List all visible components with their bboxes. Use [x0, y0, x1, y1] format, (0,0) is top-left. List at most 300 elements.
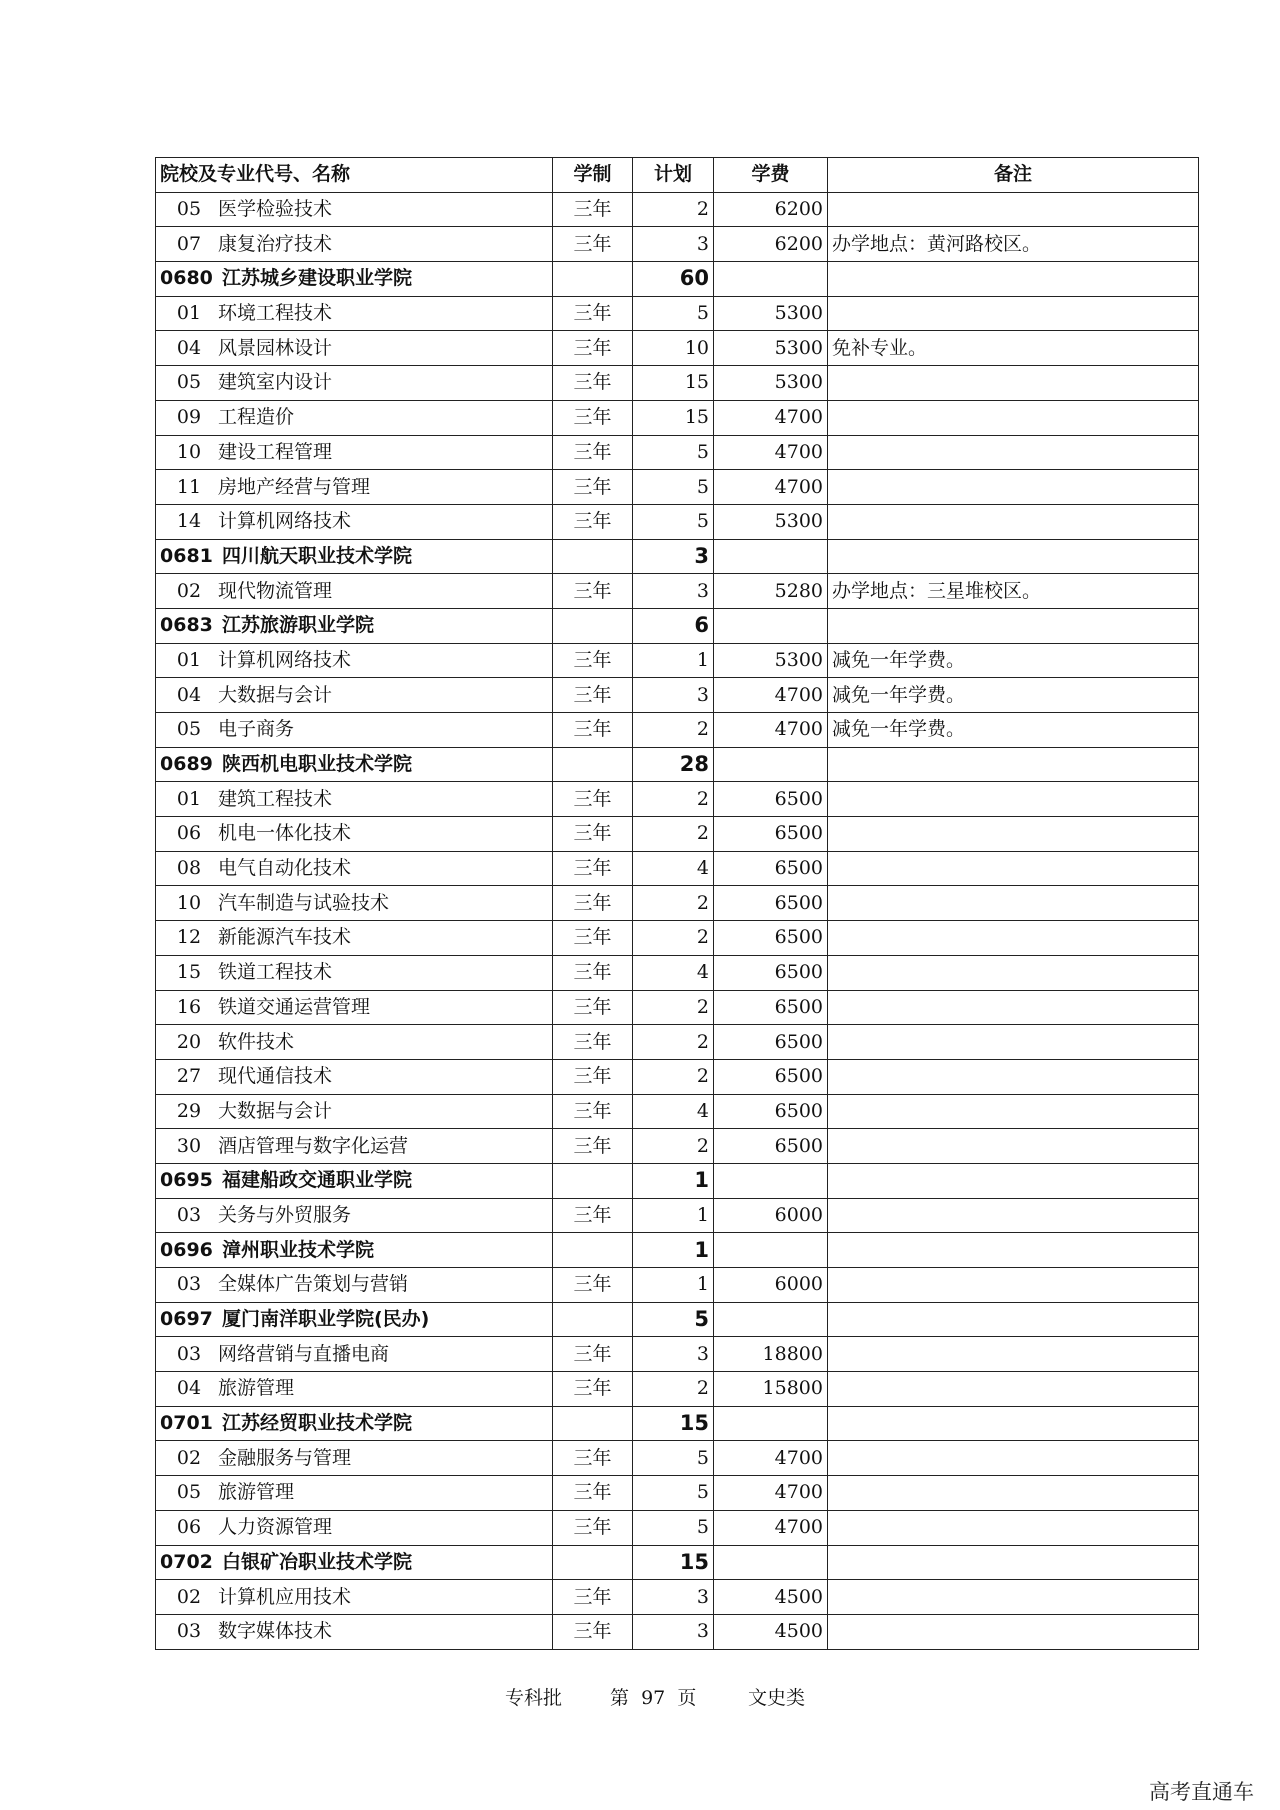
plan-cell: 1	[633, 1163, 714, 1198]
note-cell	[828, 192, 1199, 227]
name-text: 电子商务	[218, 718, 295, 741]
major-row	[156, 886, 1199, 921]
code-text: 05	[176, 718, 202, 741]
plan-cell: 3	[633, 678, 714, 713]
duration-cell	[553, 1163, 633, 1198]
duration-cell: 三年	[553, 1580, 633, 1615]
name-cell	[156, 1233, 553, 1268]
name-text: 厦门南洋职业学院(民办)	[222, 1308, 430, 1331]
major-row	[156, 643, 1199, 678]
code-text: 03	[176, 1342, 202, 1365]
name-text: 福建船政交通职业学院	[222, 1169, 413, 1192]
code-text: 03	[176, 1620, 202, 1643]
name-text: 旅游管理	[218, 1481, 295, 1504]
plan-cell: 3	[633, 227, 714, 262]
fee-cell	[714, 262, 828, 297]
code-text: 04	[176, 1377, 202, 1400]
code-text: 11	[176, 475, 202, 498]
duration-cell: 三年	[553, 1337, 633, 1372]
note-cell	[828, 1198, 1199, 1233]
fee-cell: 5300	[714, 643, 828, 678]
plan-cell: 10	[633, 331, 714, 366]
name-text: 新能源汽车技术	[218, 926, 352, 949]
name-text: 四川航天职业技术学院	[222, 544, 413, 567]
duration-cell: 三年	[553, 470, 633, 505]
name-cell	[156, 1441, 553, 1476]
note-cell	[828, 747, 1199, 782]
note-cell	[828, 1510, 1199, 1545]
fee-cell: 6500	[714, 990, 828, 1025]
major-row	[156, 921, 1199, 956]
plan-cell: 2	[633, 990, 714, 1025]
duration-cell: 三年	[553, 713, 633, 748]
code-text: 0683	[160, 614, 213, 637]
major-row	[156, 1580, 1199, 1615]
fee-cell: 4500	[714, 1580, 828, 1615]
fee-cell: 6500	[714, 955, 828, 990]
note-cell: 减免一年学费。	[828, 678, 1199, 713]
plan-cell: 15	[633, 400, 714, 435]
duration-cell: 三年	[553, 1198, 633, 1233]
code-text: 0695	[160, 1169, 213, 1192]
duration-cell: 三年	[553, 227, 633, 262]
major-row	[156, 713, 1199, 748]
major-row	[156, 435, 1199, 470]
fee-cell: 4700	[714, 678, 828, 713]
note-cell	[828, 1580, 1199, 1615]
name-cell	[156, 851, 553, 886]
plan-cell: 28	[633, 747, 714, 782]
name-text: 软件技术	[218, 1030, 295, 1053]
plan-cell: 60	[633, 262, 714, 297]
note-cell	[828, 1337, 1199, 1372]
duration-cell: 三年	[553, 192, 633, 227]
duration-cell: 三年	[553, 782, 633, 817]
name-cell	[156, 1476, 553, 1511]
fee-cell: 5300	[714, 296, 828, 331]
code-text: 02	[176, 1585, 202, 1608]
plan-cell: 5	[633, 435, 714, 470]
name-cell	[156, 1337, 553, 1372]
note-cell	[828, 504, 1199, 539]
code-text: 06	[176, 1516, 202, 1539]
name-text: 酒店管理与数字化运营	[218, 1134, 409, 1157]
header-plan: 计划	[633, 158, 714, 193]
name-cell	[156, 262, 553, 297]
note-cell	[828, 782, 1199, 817]
name-cell	[156, 1268, 553, 1303]
name-cell	[156, 1510, 553, 1545]
name-cell	[156, 296, 553, 331]
note-cell	[828, 990, 1199, 1025]
name-cell	[156, 1406, 553, 1441]
name-cell	[156, 470, 553, 505]
name-text: 大数据与会计	[218, 1099, 333, 1122]
name-cell	[156, 747, 553, 782]
plan-cell: 2	[633, 1129, 714, 1164]
major-row	[156, 1372, 1199, 1407]
note-cell	[828, 1614, 1199, 1649]
note-cell	[828, 296, 1199, 331]
duration-cell	[553, 539, 633, 574]
name-cell	[156, 678, 553, 713]
name-cell	[156, 435, 553, 470]
plan-cell: 2	[633, 1059, 714, 1094]
code-text: 15	[176, 961, 202, 984]
plan-cell: 1	[633, 1198, 714, 1233]
name-text: 计算机应用技术	[218, 1585, 352, 1608]
major-row	[156, 1476, 1199, 1511]
fee-cell: 4700	[714, 713, 828, 748]
note-cell	[828, 539, 1199, 574]
note-cell	[828, 262, 1199, 297]
duration-cell: 三年	[553, 574, 633, 609]
code-text: 29	[176, 1099, 202, 1122]
name-cell	[156, 227, 553, 262]
fee-cell: 6000	[714, 1198, 828, 1233]
name-text: 医学检验技术	[218, 198, 333, 221]
plan-cell: 2	[633, 782, 714, 817]
fee-cell	[714, 747, 828, 782]
duration-cell: 三年	[553, 1268, 633, 1303]
name-text: 大数据与会计	[218, 683, 333, 706]
name-text: 计算机网络技术	[218, 510, 352, 533]
code-text: 0696	[160, 1238, 213, 1261]
duration-cell: 三年	[553, 851, 633, 886]
major-row	[156, 817, 1199, 852]
plan-cell: 5	[633, 1302, 714, 1337]
fee-cell: 6200	[714, 192, 828, 227]
name-cell	[156, 366, 553, 401]
duration-cell: 三年	[553, 678, 633, 713]
fee-cell: 5300	[714, 504, 828, 539]
note-cell	[828, 1268, 1199, 1303]
fee-cell: 4700	[714, 400, 828, 435]
name-text: 康复治疗技术	[218, 232, 333, 255]
fee-cell: 6500	[714, 851, 828, 886]
fee-cell: 5300	[714, 366, 828, 401]
name-text: 现代通信技术	[218, 1065, 333, 1088]
fee-cell: 6500	[714, 921, 828, 956]
name-text: 全媒体广告策划与营销	[218, 1273, 409, 1296]
footer-page-number: 第 97 页	[610, 1687, 697, 1709]
note-cell: 减免一年学费。	[828, 643, 1199, 678]
name-cell	[156, 331, 553, 366]
note-cell: 办学地点：黄河路校区。	[828, 227, 1199, 262]
table-body	[156, 192, 1199, 1649]
code-text: 0701	[160, 1412, 213, 1435]
note-cell	[828, 1441, 1199, 1476]
fee-cell: 6500	[714, 1094, 828, 1129]
plan-cell: 3	[633, 574, 714, 609]
major-row	[156, 331, 1199, 366]
major-row	[156, 1198, 1199, 1233]
note-cell: 办学地点：三星堆校区。	[828, 574, 1199, 609]
fee-cell: 5300	[714, 331, 828, 366]
name-text: 计算机网络技术	[218, 648, 352, 671]
name-text: 旅游管理	[218, 1377, 295, 1400]
name-text: 电气自动化技术	[218, 857, 352, 880]
major-row	[156, 574, 1199, 609]
plan-cell: 6	[633, 608, 714, 643]
duration-cell: 三年	[553, 1059, 633, 1094]
fee-cell	[714, 608, 828, 643]
footer-category: 文史类	[748, 1687, 806, 1709]
code-text: 03	[176, 1273, 202, 1296]
code-text: 05	[176, 198, 202, 221]
duration-cell: 三年	[553, 1129, 633, 1164]
plan-cell: 1	[633, 643, 714, 678]
code-text: 05	[176, 1481, 202, 1504]
major-row	[156, 227, 1199, 262]
table-header-row	[156, 158, 1199, 193]
code-text: 16	[176, 995, 202, 1018]
note-cell: 免补专业。	[828, 331, 1199, 366]
plan-cell: 4	[633, 851, 714, 886]
plan-cell: 2	[633, 1372, 714, 1407]
note-cell	[828, 1163, 1199, 1198]
plan-cell: 3	[633, 1580, 714, 1615]
name-cell	[156, 990, 553, 1025]
fee-cell: 6000	[714, 1268, 828, 1303]
major-row	[156, 192, 1199, 227]
major-row	[156, 1268, 1199, 1303]
name-cell	[156, 574, 553, 609]
name-text: 白银矿冶职业技术学院	[222, 1550, 413, 1573]
name-cell	[156, 1372, 553, 1407]
header-fee: 学费	[714, 158, 828, 193]
note-cell	[828, 1025, 1199, 1060]
fee-cell: 6500	[714, 886, 828, 921]
code-text: 0697	[160, 1308, 213, 1331]
code-text: 06	[176, 822, 202, 845]
note-cell	[828, 435, 1199, 470]
plan-cell: 3	[633, 539, 714, 574]
plan-cell: 2	[633, 1025, 714, 1060]
note-cell	[828, 1094, 1199, 1129]
code-text: 12	[176, 926, 202, 949]
name-cell	[156, 1163, 553, 1198]
duration-cell	[553, 747, 633, 782]
major-row	[156, 1094, 1199, 1129]
note-cell	[828, 1129, 1199, 1164]
fee-cell: 4700	[714, 1476, 828, 1511]
name-cell	[156, 1129, 553, 1164]
major-row	[156, 1614, 1199, 1649]
fee-cell	[714, 1406, 828, 1441]
major-row	[156, 851, 1199, 886]
header-note: 备注	[828, 158, 1199, 193]
code-text: 02	[176, 1446, 202, 1469]
school-row	[156, 747, 1199, 782]
note-cell	[828, 1372, 1199, 1407]
code-text: 03	[176, 1203, 202, 1226]
duration-cell: 三年	[553, 1614, 633, 1649]
code-text: 01	[176, 787, 202, 810]
note-cell	[828, 1233, 1199, 1268]
note-cell	[828, 1302, 1199, 1337]
code-text: 14	[176, 510, 202, 533]
plan-cell: 2	[633, 192, 714, 227]
name-cell	[156, 1545, 553, 1580]
note-cell	[828, 470, 1199, 505]
name-cell	[156, 1059, 553, 1094]
code-text: 01	[176, 302, 202, 325]
plan-cell: 3	[633, 1614, 714, 1649]
major-row	[156, 1441, 1199, 1476]
fee-cell	[714, 1163, 828, 1198]
duration-cell	[553, 1545, 633, 1580]
name-text: 建设工程管理	[218, 440, 333, 463]
duration-cell: 三年	[553, 1372, 633, 1407]
plan-cell: 5	[633, 470, 714, 505]
major-row	[156, 1025, 1199, 1060]
code-text: 09	[176, 406, 202, 429]
fee-cell	[714, 1545, 828, 1580]
note-cell	[828, 851, 1199, 886]
fee-cell: 6500	[714, 782, 828, 817]
plan-cell: 1	[633, 1233, 714, 1268]
plan-cell: 5	[633, 296, 714, 331]
duration-cell	[553, 1406, 633, 1441]
code-text: 02	[176, 579, 202, 602]
duration-cell	[553, 1233, 633, 1268]
major-row	[156, 955, 1199, 990]
name-text: 数字媒体技术	[218, 1620, 333, 1643]
name-cell	[156, 886, 553, 921]
note-cell: 减免一年学费。	[828, 713, 1199, 748]
duration-cell: 三年	[553, 990, 633, 1025]
plan-cell: 4	[633, 955, 714, 990]
name-text: 关务与外贸服务	[218, 1203, 352, 1226]
name-text: 建筑工程技术	[218, 787, 333, 810]
name-text: 漳州职业技术学院	[222, 1238, 375, 1261]
name-text: 机电一体化技术	[218, 822, 352, 845]
name-text: 金融服务与管理	[218, 1446, 352, 1469]
code-text: 0702	[160, 1550, 213, 1573]
plan-cell: 2	[633, 921, 714, 956]
duration-cell	[553, 1302, 633, 1337]
code-text: 0681	[160, 544, 213, 567]
name-cell	[156, 1580, 553, 1615]
code-text: 20	[176, 1030, 202, 1053]
name-cell	[156, 400, 553, 435]
code-text: 27	[176, 1065, 202, 1088]
plan-cell: 2	[633, 886, 714, 921]
plan-cell: 15	[633, 1406, 714, 1441]
duration-cell: 三年	[553, 1510, 633, 1545]
page-footer	[0, 1683, 1280, 1711]
name-cell	[156, 955, 553, 990]
code-text: 08	[176, 857, 202, 880]
note-cell	[828, 955, 1199, 990]
fee-cell: 5280	[714, 574, 828, 609]
plan-cell: 1	[633, 1268, 714, 1303]
fee-cell: 15800	[714, 1372, 828, 1407]
major-row	[156, 1059, 1199, 1094]
code-text: 01	[176, 648, 202, 671]
fee-cell: 6500	[714, 1025, 828, 1060]
fee-cell: 6200	[714, 227, 828, 262]
plan-cell: 3	[633, 1337, 714, 1372]
note-cell	[828, 1059, 1199, 1094]
code-text: 05	[176, 371, 202, 394]
name-text: 网络营销与直播电商	[218, 1342, 390, 1365]
name-text: 人力资源管理	[218, 1516, 333, 1539]
code-text: 10	[176, 440, 202, 463]
watermark-text: 高考直通车	[1149, 1780, 1254, 1804]
name-cell	[156, 1198, 553, 1233]
fee-cell: 6500	[714, 817, 828, 852]
school-row	[156, 1233, 1199, 1268]
name-cell	[156, 539, 553, 574]
footer-batch: 专科批	[505, 1687, 563, 1709]
note-cell	[828, 1406, 1199, 1441]
name-cell	[156, 817, 553, 852]
duration-cell	[553, 262, 633, 297]
name-text: 工程造价	[218, 406, 295, 429]
plan-cell: 5	[633, 1510, 714, 1545]
fee-cell: 18800	[714, 1337, 828, 1372]
duration-cell: 三年	[553, 1476, 633, 1511]
name-text: 陕西机电职业技术学院	[222, 753, 413, 776]
school-row	[156, 608, 1199, 643]
duration-cell: 三年	[553, 921, 633, 956]
fee-cell	[714, 1302, 828, 1337]
name-cell	[156, 713, 553, 748]
name-cell	[156, 921, 553, 956]
fee-cell: 6500	[714, 1129, 828, 1164]
name-text: 江苏城乡建设职业学院	[222, 267, 413, 290]
code-text: 0689	[160, 753, 213, 776]
name-text: 铁道工程技术	[218, 961, 333, 984]
fee-cell: 4700	[714, 1510, 828, 1545]
duration-cell: 三年	[553, 1094, 633, 1129]
plan-cell: 15	[633, 1545, 714, 1580]
major-row	[156, 678, 1199, 713]
name-cell	[156, 608, 553, 643]
major-row	[156, 296, 1199, 331]
duration-cell: 三年	[553, 400, 633, 435]
name-text: 汽车制造与试验技术	[218, 891, 390, 914]
note-cell	[828, 1545, 1199, 1580]
major-row	[156, 504, 1199, 539]
major-row	[156, 1129, 1199, 1164]
duration-cell: 三年	[553, 1441, 633, 1476]
code-text: 0680	[160, 267, 213, 290]
major-row	[156, 990, 1199, 1025]
code-text: 07	[176, 232, 202, 255]
header-name: 院校及专业代号、名称	[156, 158, 553, 193]
duration-cell: 三年	[553, 1025, 633, 1060]
note-cell	[828, 1476, 1199, 1511]
plan-cell: 5	[633, 1441, 714, 1476]
school-row	[156, 262, 1199, 297]
school-row	[156, 1302, 1199, 1337]
duration-cell: 三年	[553, 886, 633, 921]
name-text: 房地产经营与管理	[218, 475, 371, 498]
duration-cell: 三年	[553, 331, 633, 366]
admissions-table	[155, 157, 1199, 1650]
duration-cell: 三年	[553, 643, 633, 678]
fee-cell: 4500	[714, 1614, 828, 1649]
school-row	[156, 1545, 1199, 1580]
note-cell	[828, 366, 1199, 401]
name-cell	[156, 1302, 553, 1337]
duration-cell: 三年	[553, 817, 633, 852]
code-text: 04	[176, 336, 202, 359]
fee-cell: 4700	[714, 470, 828, 505]
